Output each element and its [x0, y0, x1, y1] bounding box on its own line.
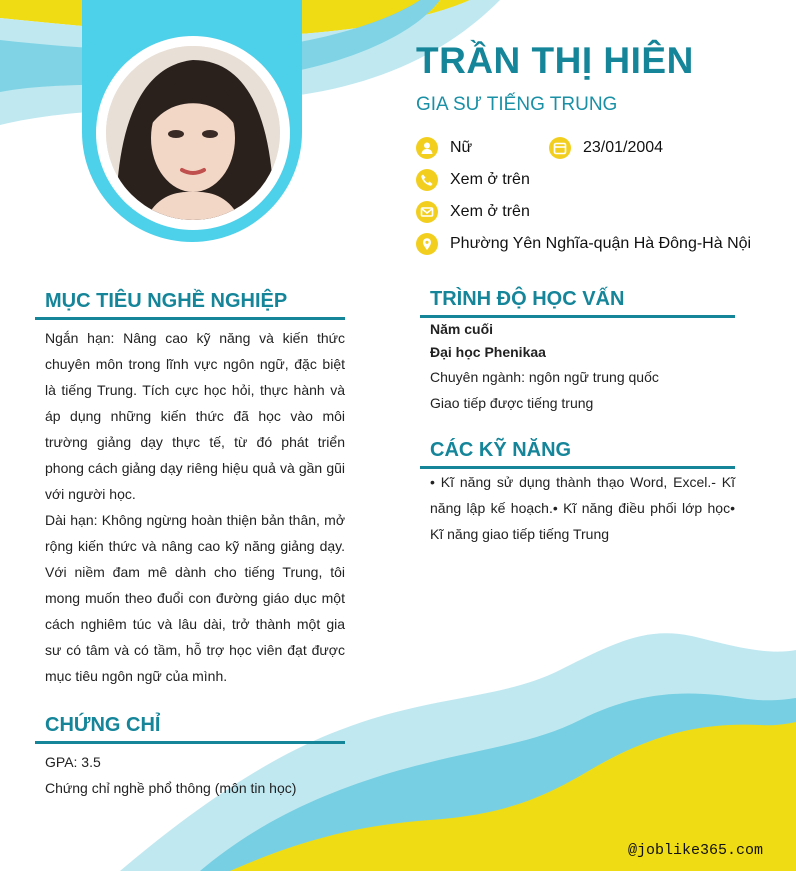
gender-row [416, 137, 472, 159]
certificate-item: Chứng chỉ nghề phổ thông (môn tin học) [45, 780, 297, 796]
job-title: GIA SƯ TIẾNG TRUNG [416, 94, 618, 115]
skills-section [430, 469, 735, 547]
email-value: Xem ở trên [450, 203, 530, 220]
education-section [430, 318, 735, 416]
phone-row [416, 169, 530, 191]
education-period: Năm cuối [430, 321, 494, 337]
mail-icon [416, 201, 438, 223]
location-pin-icon [416, 233, 438, 255]
education-major: Chuyên ngành: ngôn ngữ trung quốc [430, 369, 659, 385]
education-heading: TRÌNH ĐỘ HỌC VẤN [420, 288, 735, 318]
birthdate-value: 23/01/2004 [583, 139, 664, 156]
birthdate-row [549, 137, 663, 159]
gender-value: Nữ [450, 139, 473, 156]
candidate-name: TRẦN THỊ HIÊN [416, 40, 694, 81]
certificate-item: GPA: 3.5 [45, 754, 101, 770]
address-row [416, 233, 751, 255]
certificates-list [45, 749, 345, 801]
education-school: Đại học Phenikaa [430, 344, 546, 360]
watermark: @joblike365.com [628, 842, 764, 859]
objective-section [45, 325, 345, 689]
skills-text: • Kĩ năng sử dụng thành thạo Word, Excel.- Kĩ năng lập kế hoạch.• Kĩ năng điều phối lớp học• Kĩ năng giao tiếp tiếng Trung [430, 474, 735, 542]
phone-value: Xem ở trên [450, 171, 530, 188]
certificates-heading: CHỨNG CHỈ [35, 714, 345, 744]
objective-long-term: Dài hạn: Không ngừng hoàn thiện bản thân, mở rộng kiến thức và nâng cao kỹ năng giảng dạy. Với niềm đam mê dành cho tiếng Trung, tôi mong muốn theo đuổi con đường giáo dục một cách nghiêm túc và lâu dài, trở thành một gia sư có tâm và có tầm, hỗ trợ học viên đạt được mục tiêu ngôn ngữ của mình. [45, 512, 345, 684]
email-row [416, 201, 530, 223]
profile-photo [106, 46, 280, 220]
education-note: Giao tiếp được tiếng trung [430, 395, 594, 411]
objective-heading: MỤC TIÊU NGHỀ NGHIỆP [35, 290, 345, 320]
skills-heading: CÁC KỸ NĂNG [420, 439, 735, 469]
objective-short-term: Ngắn hạn: Nâng cao kỹ năng và kiến thức chuyên môn trong lĩnh vực ngôn ngữ, đặc biệt là tiếng Trung. Tích cực học hỏi, thực hành và áp dụng những kiến thức đã học vào môi trường giảng dạy thực tế, từ đó phát triển phong cách giảng dạy riêng hiệu quả và gần gũi với người học. [45, 330, 345, 502]
user-icon [416, 137, 438, 159]
address-value: Phường Yên Nghĩa-quận Hà Đông-Hà Nội [450, 235, 752, 252]
phone-icon [416, 169, 438, 191]
calendar-icon [549, 137, 571, 159]
